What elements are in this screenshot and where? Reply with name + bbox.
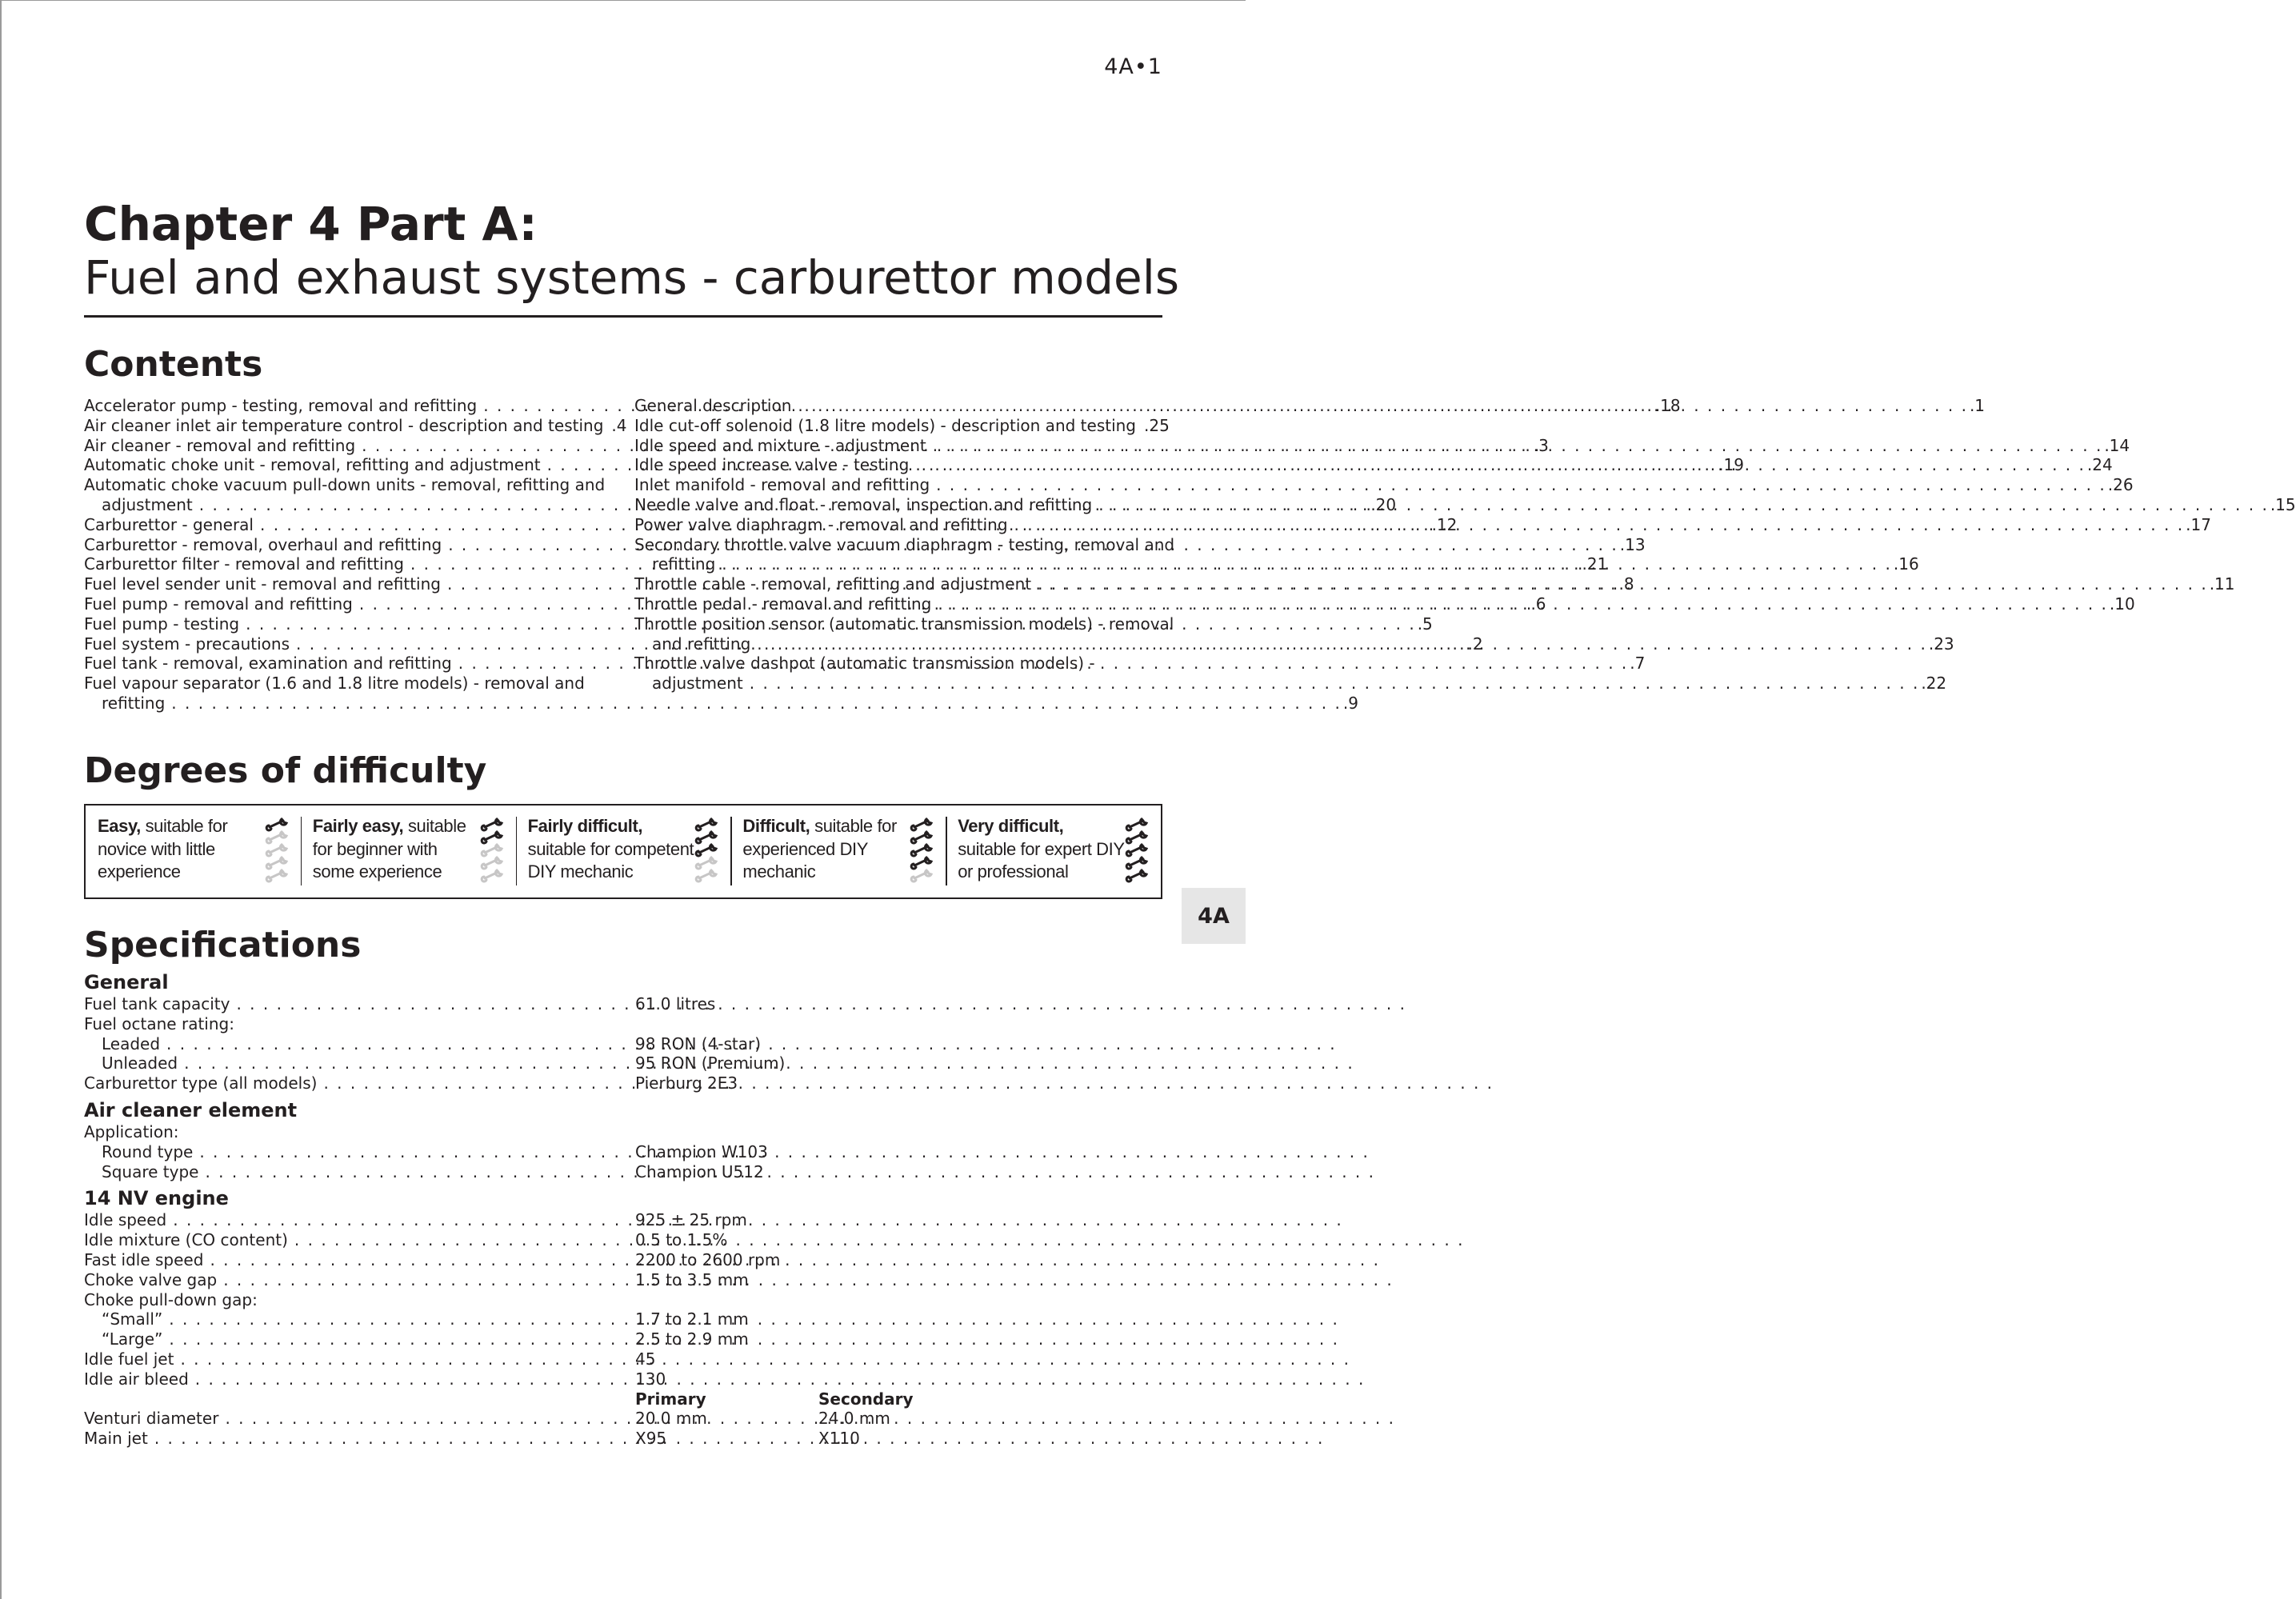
spec-row xyxy=(84,1142,964,1162)
contents-entry-section: .2 xyxy=(1467,634,1483,654)
difficulty-title: Fairly difficult, xyxy=(527,816,643,836)
contents-entry[interactable] xyxy=(84,554,1608,574)
contents-entry-section: .10 xyxy=(2109,594,2135,614)
contents-entry-section: .12 xyxy=(1431,514,1458,534)
leader-dots xyxy=(294,1230,1465,1250)
contents-entry-section: .23 xyxy=(1928,634,1954,654)
contents-entry-title: Idle speed increase valve - testing xyxy=(634,455,910,475)
contents-entry-title: Throttle cable - removal, refitting and adjustment xyxy=(634,574,1032,594)
contents-entry-title: Fuel tank - removal, examination and refitting xyxy=(84,654,452,674)
difficulty-title: Easy, xyxy=(98,816,141,836)
difficulty-title: Difficult, xyxy=(742,816,810,836)
leader-dots xyxy=(1098,495,2269,515)
contents-entry-section: .18 xyxy=(1654,396,1681,415)
contents-entry-title: Secondary throttle valve vacuum diaphragm - testing, removal and xyxy=(634,534,1175,554)
leader-dots xyxy=(180,1349,1350,1369)
spec-label: Leaded xyxy=(102,1033,161,1053)
spanner-icon xyxy=(1127,831,1151,844)
contents-entry-title: Needle valve and float - removal, inspection and refitting xyxy=(634,494,1093,514)
spec-row xyxy=(84,1290,964,1310)
spec-row xyxy=(84,1309,964,1329)
contents-entry-title: Air cleaner inlet air temperature control - description and testing xyxy=(84,415,604,435)
spanner-icon xyxy=(1127,844,1151,857)
spanner-icon-group xyxy=(481,815,508,897)
contents-entry-section: .17 xyxy=(2186,514,2211,534)
contents-entry-title: Automatic choke unit - removal, refitting and adjustment xyxy=(84,455,541,475)
leader-dots xyxy=(171,694,1342,714)
spanner-icon xyxy=(482,818,506,831)
spec-label: Venturi diameter xyxy=(84,1409,219,1429)
contents-entry-title: Air cleaner - removal and refitting xyxy=(84,435,356,455)
spec-column-headers xyxy=(84,1389,964,1409)
spec-value-secondary: 24.0 mm xyxy=(818,1409,890,1429)
contents-entry-title: Idle speed and mixture - adjustment xyxy=(634,435,926,455)
spec-row xyxy=(84,1122,964,1142)
spec-row xyxy=(84,1230,964,1250)
spec-label: Round type xyxy=(102,1141,194,1161)
contents-entry-title: and refitting xyxy=(652,634,751,654)
contents-entry-title: General description xyxy=(634,396,792,415)
spec-row xyxy=(84,1250,964,1270)
col-primary-header: Primary xyxy=(635,1389,706,1409)
spanner-icon xyxy=(912,831,936,844)
difficulty-description xyxy=(958,815,1126,897)
chapter-title-line-2: Fuel and exhaust systems - carburettor models xyxy=(84,250,1180,305)
contents-entry[interactable] xyxy=(634,614,1954,654)
spec-row xyxy=(84,1073,964,1093)
contents-entry[interactable] xyxy=(634,435,2130,456)
spanner-icon xyxy=(267,818,291,831)
leader-dots xyxy=(199,1142,1370,1162)
spec-value: Champion U512 xyxy=(635,1161,764,1181)
spec-value: Champion W103 xyxy=(635,1141,768,1161)
difficulty-heading: Degrees of difficulty xyxy=(84,750,487,791)
contents-entry[interactable] xyxy=(84,415,627,436)
difficulty-title: Very difficult, xyxy=(958,816,1064,836)
difficulty-level xyxy=(730,805,946,897)
leader-dots xyxy=(915,455,2086,475)
difficulty-detail: suitable for competent DIY mechanic xyxy=(527,838,694,881)
difficulty-description xyxy=(528,815,696,897)
spec-value: 1.5 to 3.5 mm xyxy=(635,1269,749,1289)
contents-entry-title: Fuel pump - testing xyxy=(84,614,240,634)
contents-entry-section: .16 xyxy=(1893,554,1919,574)
spec-row xyxy=(84,1329,964,1349)
spanner-icon xyxy=(1127,869,1151,882)
contents-entry-section: .11 xyxy=(2209,574,2235,594)
spanner-icon xyxy=(697,869,721,882)
spec-label: Carburettor type (all models) xyxy=(84,1073,318,1093)
contents-entry-section: .14 xyxy=(2104,435,2130,455)
spanner-icon-group xyxy=(695,815,722,897)
contents-entry-title: Automatic choke vacuum pull-down units - removal, refitting and xyxy=(84,475,606,495)
contents-entry-section: .9 xyxy=(1342,693,1358,713)
contents-entry-title: adjustment xyxy=(652,674,743,694)
spanner-icon xyxy=(267,831,291,844)
spec-label: Main jet xyxy=(84,1429,148,1449)
contents-entry-section: .24 xyxy=(2086,455,2113,475)
spec-row xyxy=(84,1034,964,1054)
difficulty-description xyxy=(742,815,910,897)
chapter-title xyxy=(84,197,1180,306)
chapter-title-line-1: Chapter 4 Part A: xyxy=(84,197,538,251)
spec-row xyxy=(84,1349,964,1369)
difficulty-detail: suitable for expert DIY or professional xyxy=(958,838,1125,881)
spec-label: Unleaded xyxy=(102,1053,178,1073)
spec-value: Pierburg 2E3 xyxy=(635,1073,738,1093)
leader-dots xyxy=(223,1270,1394,1290)
spec-value-secondary: X110 xyxy=(818,1429,860,1449)
contents-entry-section: .6 xyxy=(1530,594,1546,614)
leader-dots xyxy=(933,436,2103,456)
contents-entry-section: .25 xyxy=(1144,415,1170,435)
spec-label: Idle speed xyxy=(84,1210,167,1230)
contents-entry-title: Accelerator pump - testing, removal and refitting xyxy=(84,396,478,415)
contents-entry-title: Fuel pump - removal and refitting xyxy=(84,594,353,614)
leader-dots xyxy=(936,475,2106,495)
spec-label: Choke valve gap xyxy=(84,1269,218,1289)
spec-row xyxy=(84,1162,964,1182)
leader-dots xyxy=(205,1162,1375,1182)
spec-label: Idle fuel jet xyxy=(84,1349,174,1369)
spec-label: Square type xyxy=(102,1161,199,1181)
spanner-icon xyxy=(482,857,506,869)
spec-label: Fuel octane rating: xyxy=(84,1013,234,1033)
spec-group-general xyxy=(84,994,964,1093)
spec-section-heading: General xyxy=(84,971,169,993)
spec-row xyxy=(84,1053,964,1073)
spec-label: Fuel tank capacity xyxy=(84,994,230,1013)
contents-entry-title: Carburettor filter - removal and refitting xyxy=(84,554,404,574)
spec-value: 98 RON (4-star) xyxy=(635,1033,762,1053)
spec-group-engine xyxy=(84,1210,964,1389)
spec-value: 925 ± 25 rpm xyxy=(635,1210,747,1230)
leader-dots xyxy=(195,1369,1366,1389)
contents-entry-section: .7 xyxy=(1630,654,1646,674)
contents-entry-title: Fuel level sender unit - removal and refitting xyxy=(84,574,441,594)
difficulty-level xyxy=(301,805,516,897)
contents-entry-section: .21 xyxy=(1582,554,1608,574)
contents-heading: Contents xyxy=(84,344,263,385)
contents-entry[interactable] xyxy=(634,654,1947,694)
leader-dots xyxy=(757,634,1927,654)
contents-entry[interactable] xyxy=(634,475,2134,495)
leader-dots xyxy=(750,674,1920,694)
difficulty-level xyxy=(946,805,1161,897)
spec-value: 61.0 litres xyxy=(635,994,716,1013)
specifications-table xyxy=(84,970,964,1449)
spec-value: 45 xyxy=(635,1349,656,1369)
difficulty-detail: suitable for experienced DIY mechanic xyxy=(742,816,897,881)
leader-dots xyxy=(722,554,1892,574)
spanner-icon xyxy=(912,869,936,882)
difficulty-scale xyxy=(84,804,1162,899)
contents-entry-section: .20 xyxy=(1370,494,1397,514)
page-number: 4A•1 xyxy=(1104,54,1162,79)
contents-entry-title: Idle cut-off solenoid (1.8 litre models) - description and testing xyxy=(634,415,1137,435)
contents-entry[interactable] xyxy=(634,574,2235,594)
leader-dots xyxy=(323,1073,1494,1093)
spanner-icon xyxy=(267,844,291,857)
page-border xyxy=(0,0,2,1599)
contents-entry-section: .22 xyxy=(1921,674,1947,694)
difficulty-title: Fairly easy, xyxy=(312,816,404,836)
difficulty-level xyxy=(516,805,731,897)
difficulty-description xyxy=(98,815,266,897)
contents-entry-title: Fuel vapour separator (1.6 and 1.8 litre models) - removal and xyxy=(84,674,585,694)
spanner-icon xyxy=(1127,857,1151,869)
spanner-icon-group xyxy=(910,815,938,897)
contents-entry-section: .26 xyxy=(2107,475,2134,495)
chapter-tab[interactable]: 4A xyxy=(1182,888,1246,944)
leader-dots xyxy=(236,994,1406,1014)
contents-entry-section: .1 xyxy=(1969,396,1986,415)
spec-label: “Large” xyxy=(102,1329,163,1349)
spanner-icon xyxy=(697,818,721,831)
contents-entry-section: .13 xyxy=(1619,534,1646,554)
spec-value: 2.5 to 2.9 mm xyxy=(635,1329,749,1349)
contents-entry-title: Throttle pedal - removal and refitting xyxy=(634,594,932,614)
spec-label: Fast idle speed xyxy=(84,1249,204,1269)
spanner-icon xyxy=(912,818,936,831)
spec-value: 1.7 to 2.1 mm xyxy=(635,1309,749,1329)
spec-value-primary: 20.0 mm xyxy=(635,1409,707,1429)
spec-row xyxy=(84,1270,964,1290)
spec-section-heading: 14 NV engine xyxy=(84,1187,229,1210)
spanner-icon xyxy=(482,869,506,882)
spec-label: Choke pull-down gap: xyxy=(84,1289,258,1309)
contents-entry-section: .8 xyxy=(1618,574,1634,594)
spec-label: “Small” xyxy=(102,1309,163,1329)
spec-section-heading: Air cleaner element xyxy=(84,1098,298,1121)
specifications-heading: Specifications xyxy=(84,925,362,965)
spanner-icon xyxy=(697,844,721,857)
spanner-icon xyxy=(697,831,721,844)
spanner-icon-group xyxy=(266,815,293,897)
leader-dots xyxy=(1014,515,2185,535)
spec-row-venturi xyxy=(84,1409,964,1429)
spec-row xyxy=(84,1014,964,1034)
spanner-icon xyxy=(482,844,506,857)
spec-label: Application: xyxy=(84,1121,179,1141)
contents-entry-title: Carburettor - removal, overhaul and refitting xyxy=(84,534,442,554)
leader-dots xyxy=(169,1309,1339,1329)
spec-group-air-cleaner xyxy=(84,1122,964,1181)
contents-entry-section: .3 xyxy=(1533,435,1549,455)
leader-dots xyxy=(1038,574,2208,594)
contents-entry-title: Fuel system - precautions xyxy=(84,634,290,654)
contents-entry-title: Throttle valve dashpot (automatic transmission models) - xyxy=(634,654,1095,674)
difficulty-detail: suitable for beginner with some experience xyxy=(312,816,466,881)
contents-entry-title: Inlet manifold - removal and refitting xyxy=(634,475,930,495)
spec-value-primary: X95 xyxy=(635,1429,667,1449)
spanner-icon xyxy=(912,857,936,869)
spanner-icon-group xyxy=(1126,815,1153,897)
difficulty-description xyxy=(313,815,481,897)
difficulty-detail: suitable for novice with little experience xyxy=(98,816,228,881)
leader-dots xyxy=(938,594,2108,614)
spec-value: 2200 to 2600 rpm xyxy=(635,1249,781,1269)
spanner-icon xyxy=(912,844,936,857)
spec-value: 95 RON (Premium) xyxy=(635,1053,786,1073)
spanner-icon xyxy=(482,831,506,844)
spanner-icon xyxy=(1127,818,1151,831)
contents-entry-section: .4 xyxy=(611,415,627,435)
difficulty-level xyxy=(86,805,301,897)
contents-entry-section: .15 xyxy=(2270,494,2296,514)
spec-row-main-jet xyxy=(84,1429,964,1449)
spec-row xyxy=(84,994,964,1014)
spanner-icon xyxy=(697,857,721,869)
leader-dots xyxy=(210,1250,1380,1270)
contents-entry-title: refitting xyxy=(652,554,716,574)
col-secondary-header: Secondary xyxy=(818,1389,914,1409)
spec-row xyxy=(84,1210,964,1230)
spec-row xyxy=(84,1369,964,1389)
contents-entry[interactable] xyxy=(634,594,2135,614)
spec-label: Idle air bleed xyxy=(84,1369,189,1389)
title-rule xyxy=(84,315,1162,318)
spec-label: Idle mixture (CO content) xyxy=(84,1230,288,1250)
contents-entry-title: adjustment xyxy=(102,494,193,514)
spec-value: 130 xyxy=(635,1369,666,1389)
contents-entry-title: Power valve diaphragm - removal and refitting xyxy=(634,514,1008,534)
contents-entry-title: refitting xyxy=(102,693,166,713)
spec-value: 0.5 to 1.5% xyxy=(635,1230,728,1250)
spanner-icon xyxy=(267,869,291,882)
leader-dots xyxy=(173,1210,1343,1230)
contents-entry-section: .19 xyxy=(1718,455,1744,475)
leader-dots xyxy=(169,1329,1339,1349)
page-border xyxy=(0,0,1246,1)
spanner-icon xyxy=(267,857,291,869)
contents-entry-title: Throttle position sensor (automatic transmission models) - removal xyxy=(634,614,1174,634)
contents-entry-section: .5 xyxy=(1417,614,1433,634)
leader-dots xyxy=(798,396,1968,416)
contents-entry[interactable] xyxy=(634,415,1170,436)
contents-entry-title: Carburettor - general xyxy=(84,514,254,534)
